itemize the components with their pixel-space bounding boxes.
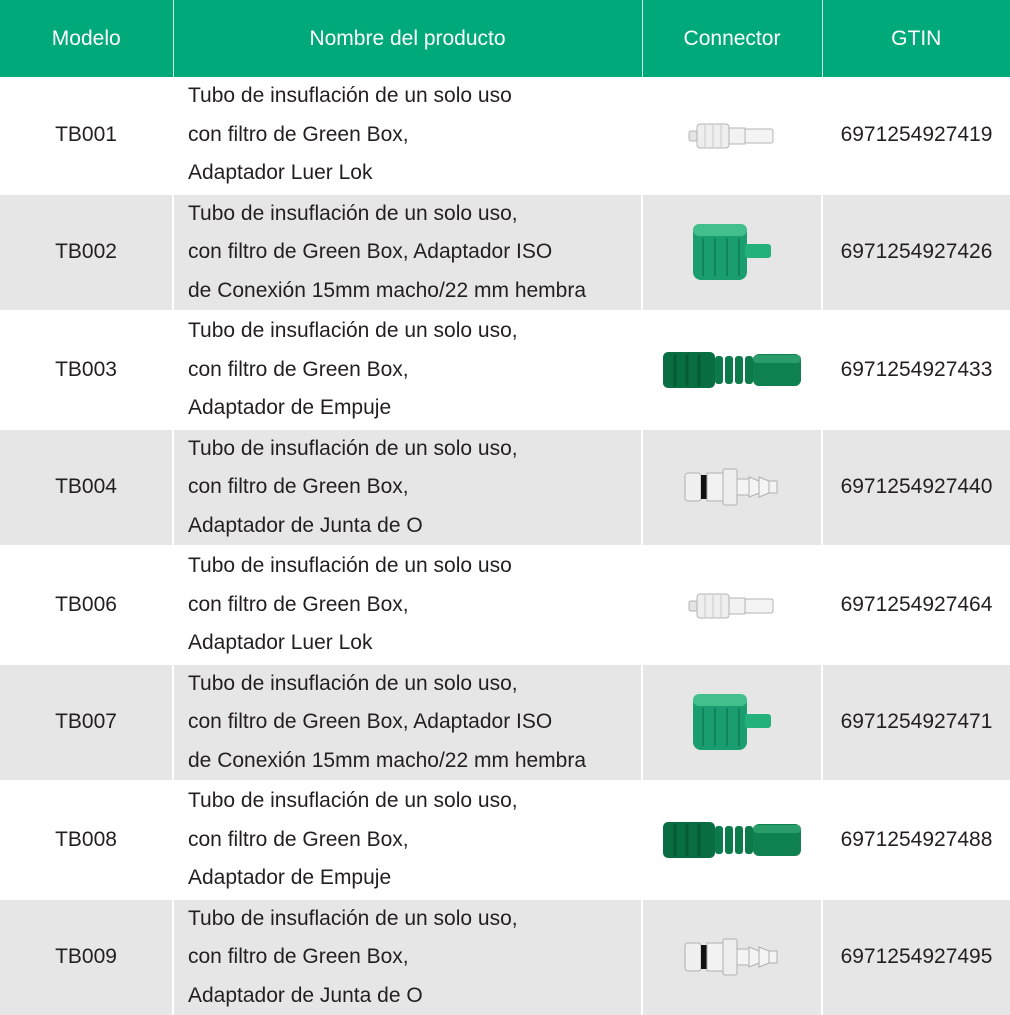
product-name-cell	[173, 194, 642, 312]
header-model: Modelo	[0, 0, 173, 77]
gtin-cell: 6971254927419	[822, 77, 1010, 194]
product-name-line: con filtro de Green Box,	[188, 351, 641, 390]
model-cell: TB002	[0, 194, 173, 312]
connector-cell	[642, 77, 822, 194]
table-row	[0, 77, 1010, 194]
header-connector: Connector	[642, 0, 822, 77]
product-name-cell	[173, 664, 642, 782]
product-name-cell	[173, 77, 642, 194]
product-name-line: de Conexión 15mm macho/22 mm hembra	[188, 272, 641, 311]
o-ring-connector-icon	[683, 465, 781, 509]
header-product-name: Nombre del producto	[173, 0, 642, 77]
table-row	[0, 899, 1010, 1015]
product-name-line: Tubo de insuflación de un solo uso,	[188, 195, 641, 234]
connector-cell	[642, 194, 822, 312]
product-name-line: con filtro de Green Box,	[188, 938, 641, 977]
connector-cell	[642, 546, 822, 664]
gtin-cell: 6971254927495	[822, 899, 1010, 1015]
product-name-line: Tubo de insuflación de un solo uso	[188, 77, 641, 116]
header-row	[0, 0, 1010, 77]
o-ring-connector-icon	[683, 935, 781, 979]
luer-lok-connector-icon	[687, 115, 777, 155]
product-name-line: Adaptador de Junta de O	[188, 507, 641, 546]
product-name-line: Tubo de insuflación de un solo uso,	[188, 665, 641, 704]
push-connector-icon	[661, 816, 803, 864]
product-name-cell	[173, 899, 642, 1015]
product-name-line: Adaptador Luer Lok	[188, 624, 641, 663]
product-name-line: Tubo de insuflación de un solo uso,	[188, 312, 641, 351]
product-name-line: Adaptador de Junta de O	[188, 977, 641, 1015]
iso-connector-icon	[687, 690, 777, 754]
product-name-line: Tubo de insuflación de un solo uso,	[188, 782, 641, 821]
model-cell: TB007	[0, 664, 173, 782]
table-row	[0, 194, 1010, 312]
table-row	[0, 429, 1010, 547]
table-row	[0, 311, 1010, 429]
luer-lok-connector-icon	[687, 585, 777, 625]
model-cell: TB003	[0, 311, 173, 429]
header-gtin: GTIN	[822, 0, 1010, 77]
model-cell: TB004	[0, 429, 173, 547]
product-name-line: Tubo de insuflación de un solo uso,	[188, 900, 641, 939]
product-name-cell	[173, 546, 642, 664]
connector-cell	[642, 311, 822, 429]
product-name-line: de Conexión 15mm macho/22 mm hembra	[188, 742, 641, 781]
product-name-line: con filtro de Green Box,	[188, 116, 641, 155]
product-name-line: Adaptador de Empuje	[188, 859, 641, 898]
product-name-line: Adaptador Luer Lok	[188, 154, 641, 193]
iso-connector-icon	[687, 220, 777, 284]
connector-cell	[642, 429, 822, 547]
connector-cell	[642, 899, 822, 1015]
table-row	[0, 664, 1010, 782]
product-name-cell	[173, 429, 642, 547]
product-name-cell	[173, 311, 642, 429]
product-name-line: con filtro de Green Box,	[188, 586, 641, 625]
gtin-cell: 6971254927433	[822, 311, 1010, 429]
product-name-line: Adaptador de Empuje	[188, 389, 641, 428]
gtin-cell: 6971254927464	[822, 546, 1010, 664]
model-cell: TB006	[0, 546, 173, 664]
gtin-cell: 6971254927440	[822, 429, 1010, 547]
product-name-line: Tubo de insuflación de un solo uso,	[188, 430, 641, 469]
product-name-line: con filtro de Green Box,	[188, 821, 641, 860]
product-name-line: con filtro de Green Box,	[188, 468, 641, 507]
model-cell: TB009	[0, 899, 173, 1015]
gtin-cell: 6971254927471	[822, 664, 1010, 782]
push-connector-icon	[661, 346, 803, 394]
gtin-cell: 6971254927488	[822, 781, 1010, 899]
model-cell: TB008	[0, 781, 173, 899]
connector-cell	[642, 664, 822, 782]
table-row	[0, 781, 1010, 899]
product-name-cell	[173, 781, 642, 899]
product-name-line: con filtro de Green Box, Adaptador ISO	[188, 233, 641, 272]
table-row	[0, 546, 1010, 664]
product-name-line: Tubo de insuflación de un solo uso	[188, 547, 641, 586]
connector-cell	[642, 781, 822, 899]
product-name-line: con filtro de Green Box, Adaptador ISO	[188, 703, 641, 742]
model-cell: TB001	[0, 77, 173, 194]
gtin-cell: 6971254927426	[822, 194, 1010, 312]
